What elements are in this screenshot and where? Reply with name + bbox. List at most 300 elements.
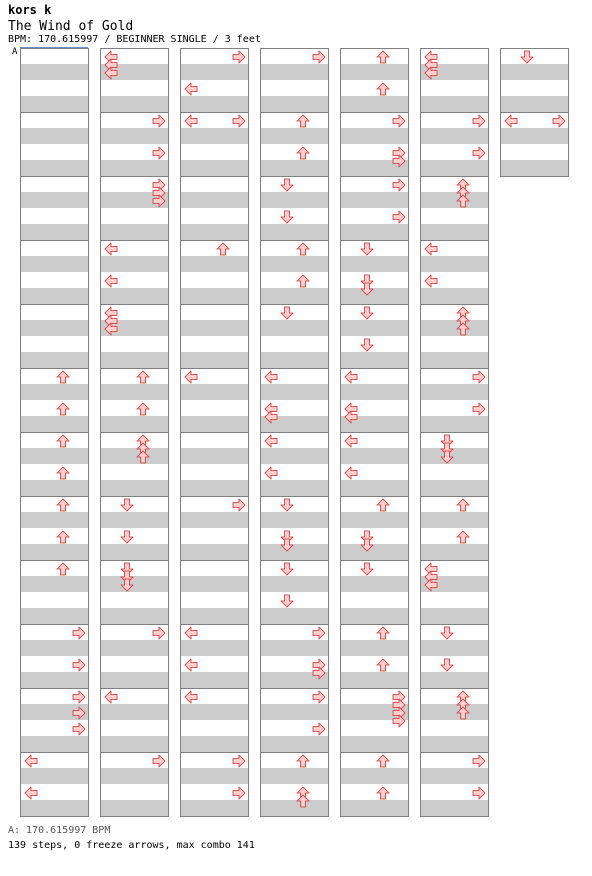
measure: [340, 432, 409, 497]
up-arrow-icon: [136, 450, 150, 464]
measure: [260, 624, 329, 689]
beat-band: [341, 224, 408, 240]
right-arrow-icon: [232, 498, 246, 512]
up-arrow-icon: [56, 402, 70, 416]
up-arrow-icon: [376, 498, 390, 512]
beat-band: [21, 160, 88, 176]
right-arrow-icon: [72, 706, 86, 720]
right-arrow-icon: [392, 714, 406, 728]
beat-band: [101, 288, 168, 304]
left-arrow-icon: [344, 466, 358, 480]
measure: [20, 112, 89, 177]
measure: [180, 624, 249, 689]
up-arrow-icon: [456, 194, 470, 208]
measure: [100, 48, 169, 113]
beat-band: [421, 128, 488, 144]
measure: [180, 496, 249, 561]
beat-band: [341, 576, 408, 592]
beat-band: [261, 640, 328, 656]
left-arrow-icon: [424, 66, 438, 80]
measure: [420, 240, 489, 305]
beat-band: [101, 480, 168, 496]
measure: [20, 496, 89, 561]
left-arrow-icon: [344, 410, 358, 424]
beat-band: [101, 448, 168, 464]
beat-band: [181, 800, 248, 816]
measure: [180, 112, 249, 177]
left-arrow-icon: [104, 690, 118, 704]
down-arrow-icon: [360, 306, 374, 320]
right-arrow-icon: [232, 114, 246, 128]
right-arrow-icon: [72, 690, 86, 704]
measure: [20, 432, 89, 497]
beat-band: [181, 160, 248, 176]
beat-band: [21, 224, 88, 240]
bpm-change-label: A: [12, 47, 18, 57]
beat-band: [261, 96, 328, 112]
beat-band: [21, 736, 88, 752]
left-arrow-icon: [24, 754, 38, 768]
up-arrow-icon: [216, 242, 230, 256]
beat-band: [421, 288, 488, 304]
beat-band: [181, 96, 248, 112]
measure: [420, 368, 489, 433]
right-arrow-icon: [72, 658, 86, 672]
beat-band: [101, 224, 168, 240]
beat-band: [101, 576, 168, 592]
beat-band: [181, 128, 248, 144]
up-arrow-icon: [296, 114, 310, 128]
beat-band: [21, 320, 88, 336]
measure: [500, 112, 569, 177]
right-arrow-icon: [392, 114, 406, 128]
beat-band: [261, 352, 328, 368]
left-arrow-icon: [264, 370, 278, 384]
measure: [100, 496, 169, 561]
measure: [260, 112, 329, 177]
beat-band: [341, 288, 408, 304]
measure: [260, 368, 329, 433]
beat-band: [101, 352, 168, 368]
measure: [180, 176, 249, 241]
beat-band: [341, 64, 408, 80]
beat-band: [421, 608, 488, 624]
beat-band: [181, 320, 248, 336]
measure: [260, 240, 329, 305]
right-arrow-icon: [312, 50, 326, 64]
bpm-legend: A: 170.615997 BPM: [8, 825, 111, 836]
right-arrow-icon: [232, 50, 246, 64]
beat-band: [101, 416, 168, 432]
up-arrow-icon: [56, 466, 70, 480]
beat-band: [21, 416, 88, 432]
measure: [260, 304, 329, 369]
down-arrow-icon: [280, 562, 294, 576]
beat-band: [181, 256, 248, 272]
measure: [420, 176, 489, 241]
left-arrow-icon: [24, 786, 38, 800]
beat-band: [261, 512, 328, 528]
measure: [260, 752, 329, 817]
up-arrow-icon: [376, 626, 390, 640]
right-arrow-icon: [312, 690, 326, 704]
down-arrow-icon: [440, 658, 454, 672]
right-arrow-icon: [312, 626, 326, 640]
beat-band: [21, 544, 88, 560]
up-arrow-icon: [136, 402, 150, 416]
measure: [20, 240, 89, 305]
artist-name: kors k: [8, 3, 52, 17]
measure: [420, 624, 489, 689]
beat-band: [261, 768, 328, 784]
measure: [340, 304, 409, 369]
up-arrow-icon: [56, 530, 70, 544]
beat-band: [101, 672, 168, 688]
measure: [20, 752, 89, 817]
right-arrow-icon: [72, 626, 86, 640]
down-arrow-icon: [280, 178, 294, 192]
down-arrow-icon: [280, 210, 294, 224]
beat-band: [101, 608, 168, 624]
measure: [420, 304, 489, 369]
measure: [420, 496, 489, 561]
measure: [100, 560, 169, 625]
up-arrow-icon: [296, 754, 310, 768]
right-arrow-icon: [472, 146, 486, 160]
beat-band: [341, 672, 408, 688]
right-arrow-icon: [472, 370, 486, 384]
beat-band: [341, 96, 408, 112]
beat-band: [421, 640, 488, 656]
up-arrow-icon: [296, 146, 310, 160]
beat-band: [181, 288, 248, 304]
measure: [100, 112, 169, 177]
beat-band: [21, 672, 88, 688]
down-arrow-icon: [360, 338, 374, 352]
beat-band: [341, 640, 408, 656]
measure: [180, 752, 249, 817]
left-arrow-icon: [104, 66, 118, 80]
beat-band: [181, 448, 248, 464]
beat-band: [341, 352, 408, 368]
right-arrow-icon: [392, 154, 406, 168]
beat-band: [341, 192, 408, 208]
beat-band: [21, 352, 88, 368]
beat-band: [421, 320, 488, 336]
beat-band: [181, 544, 248, 560]
left-arrow-icon: [344, 434, 358, 448]
beat-band: [421, 96, 488, 112]
up-arrow-icon: [376, 658, 390, 672]
beat-band: [101, 800, 168, 816]
beat-band: [341, 320, 408, 336]
up-arrow-icon: [456, 322, 470, 336]
down-arrow-icon: [280, 594, 294, 608]
beat-band: [421, 224, 488, 240]
beat-band: [181, 416, 248, 432]
beat-band: [341, 512, 408, 528]
beat-band: [421, 384, 488, 400]
beat-band: [341, 128, 408, 144]
measure: [340, 496, 409, 561]
beat-band: [261, 384, 328, 400]
up-arrow-icon: [136, 370, 150, 384]
beat-band: [261, 800, 328, 816]
measure: [420, 48, 489, 113]
beat-band: [181, 192, 248, 208]
measure: [260, 432, 329, 497]
measure: [340, 624, 409, 689]
beat-band: [501, 96, 568, 112]
beat-band: [341, 768, 408, 784]
right-arrow-icon: [312, 666, 326, 680]
beat-band: [21, 96, 88, 112]
beat-band: [261, 576, 328, 592]
left-arrow-icon: [424, 578, 438, 592]
measure: [180, 48, 249, 113]
up-arrow-icon: [296, 274, 310, 288]
right-arrow-icon: [232, 786, 246, 800]
measure: [340, 688, 409, 753]
measure: [420, 688, 489, 753]
beat-band: [341, 480, 408, 496]
beat-band: [181, 224, 248, 240]
left-arrow-icon: [184, 626, 198, 640]
measure: [260, 688, 329, 753]
beat-band: [261, 704, 328, 720]
measure: [100, 176, 169, 241]
beat-band: [341, 736, 408, 752]
down-arrow-icon: [120, 498, 134, 512]
measure: [260, 496, 329, 561]
right-arrow-icon: [152, 626, 166, 640]
left-arrow-icon: [424, 274, 438, 288]
beat-band: [421, 704, 488, 720]
down-arrow-icon: [280, 306, 294, 320]
right-arrow-icon: [232, 754, 246, 768]
beat-band: [21, 576, 88, 592]
beat-band: [101, 544, 168, 560]
beat-band: [421, 800, 488, 816]
beat-band: [421, 512, 488, 528]
beat-band: [181, 480, 248, 496]
beat-band: [261, 256, 328, 272]
right-arrow-icon: [552, 114, 566, 128]
left-arrow-icon: [264, 466, 278, 480]
song-title: The Wind of Gold: [8, 19, 134, 34]
down-arrow-icon: [360, 242, 374, 256]
beat-band: [421, 480, 488, 496]
beat-band: [261, 320, 328, 336]
measure: [20, 560, 89, 625]
beat-band: [21, 384, 88, 400]
measure: [500, 48, 569, 113]
left-arrow-icon: [344, 370, 358, 384]
measure: [420, 432, 489, 497]
measure: [340, 112, 409, 177]
right-arrow-icon: [472, 754, 486, 768]
beat-band: [261, 544, 328, 560]
beat-band: [261, 480, 328, 496]
beat-band: [261, 128, 328, 144]
chart-info: BPM: 170.615997 / BEGINNER SINGLE / 3 feet: [8, 34, 261, 45]
beat-band: [181, 608, 248, 624]
down-arrow-icon: [360, 538, 374, 552]
left-arrow-icon: [264, 410, 278, 424]
beat-band: [261, 608, 328, 624]
right-arrow-icon: [472, 402, 486, 416]
left-arrow-icon: [184, 114, 198, 128]
right-arrow-icon: [392, 210, 406, 224]
measure: [100, 624, 169, 689]
up-arrow-icon: [376, 82, 390, 96]
measure: [20, 176, 89, 241]
up-arrow-icon: [56, 562, 70, 576]
measure: [20, 688, 89, 753]
beat-band: [101, 512, 168, 528]
beat-band: [181, 768, 248, 784]
beat-band: [21, 288, 88, 304]
left-arrow-icon: [184, 370, 198, 384]
right-arrow-icon: [472, 114, 486, 128]
beat-band: [181, 64, 248, 80]
beat-band: [421, 736, 488, 752]
measure: [20, 304, 89, 369]
down-arrow-icon: [120, 578, 134, 592]
beat-band: [21, 192, 88, 208]
beat-band: [181, 512, 248, 528]
beat-band: [421, 768, 488, 784]
beat-band: [181, 704, 248, 720]
measure: [180, 560, 249, 625]
left-arrow-icon: [104, 242, 118, 256]
down-arrow-icon: [440, 450, 454, 464]
beat-band: [21, 128, 88, 144]
measure: [420, 112, 489, 177]
up-arrow-icon: [56, 498, 70, 512]
beat-band: [21, 608, 88, 624]
beat-band: [261, 288, 328, 304]
up-arrow-icon: [296, 242, 310, 256]
beat-band: [21, 512, 88, 528]
beat-band: [181, 576, 248, 592]
up-arrow-icon: [376, 754, 390, 768]
right-arrow-icon: [312, 722, 326, 736]
beat-band: [501, 128, 568, 144]
beat-band: [261, 160, 328, 176]
measure: [20, 624, 89, 689]
measure: [340, 368, 409, 433]
right-arrow-icon: [392, 178, 406, 192]
beat-band: [101, 768, 168, 784]
left-arrow-icon: [424, 242, 438, 256]
beat-band: [501, 160, 568, 176]
left-arrow-icon: [184, 690, 198, 704]
measure: [100, 688, 169, 753]
beat-band: [421, 544, 488, 560]
measure: [420, 560, 489, 625]
beat-band: [21, 256, 88, 272]
beat-band: [421, 352, 488, 368]
up-arrow-icon: [376, 50, 390, 64]
measure: [340, 560, 409, 625]
left-arrow-icon: [104, 274, 118, 288]
measure: [340, 752, 409, 817]
beat-band: [341, 608, 408, 624]
right-arrow-icon: [152, 194, 166, 208]
beat-band: [261, 736, 328, 752]
beat-band: [101, 128, 168, 144]
right-arrow-icon: [152, 146, 166, 160]
measure: [260, 48, 329, 113]
beat-band: [421, 448, 488, 464]
beat-band: [261, 224, 328, 240]
down-arrow-icon: [280, 538, 294, 552]
up-arrow-icon: [456, 530, 470, 544]
measure: [100, 432, 169, 497]
right-arrow-icon: [152, 114, 166, 128]
right-arrow-icon: [472, 786, 486, 800]
down-arrow-icon: [520, 50, 534, 64]
beat-band: [21, 448, 88, 464]
beat-band: [181, 352, 248, 368]
measure: [180, 688, 249, 753]
up-arrow-icon: [456, 498, 470, 512]
measure: [100, 752, 169, 817]
measure: [340, 176, 409, 241]
left-arrow-icon: [104, 322, 118, 336]
beat-band: [341, 800, 408, 816]
beat-band: [101, 96, 168, 112]
down-arrow-icon: [120, 530, 134, 544]
down-arrow-icon: [360, 282, 374, 296]
up-arrow-icon: [56, 370, 70, 384]
left-arrow-icon: [184, 658, 198, 672]
beat-band: [341, 544, 408, 560]
beat-band: [501, 64, 568, 80]
right-arrow-icon: [152, 754, 166, 768]
beat-band: [261, 64, 328, 80]
right-arrow-icon: [72, 722, 86, 736]
beat-band: [21, 768, 88, 784]
beat-band: [421, 160, 488, 176]
up-arrow-icon: [376, 786, 390, 800]
beat-band: [21, 640, 88, 656]
beat-band: [261, 448, 328, 464]
beat-band: [21, 64, 88, 80]
measure: [180, 240, 249, 305]
measure: [20, 368, 89, 433]
measure: [180, 432, 249, 497]
beat-band: [101, 736, 168, 752]
beat-band: [341, 256, 408, 272]
beat-band: [21, 480, 88, 496]
beat-band: [341, 384, 408, 400]
up-arrow-icon: [456, 706, 470, 720]
measure: [20, 48, 89, 113]
beat-band: [421, 256, 488, 272]
beat-band: [421, 192, 488, 208]
left-arrow-icon: [504, 114, 518, 128]
measure: [420, 752, 489, 817]
measure: [180, 304, 249, 369]
beat-band: [181, 736, 248, 752]
measure: [260, 560, 329, 625]
beat-band: [341, 448, 408, 464]
beat-band: [181, 672, 248, 688]
down-arrow-icon: [440, 626, 454, 640]
left-arrow-icon: [184, 82, 198, 96]
